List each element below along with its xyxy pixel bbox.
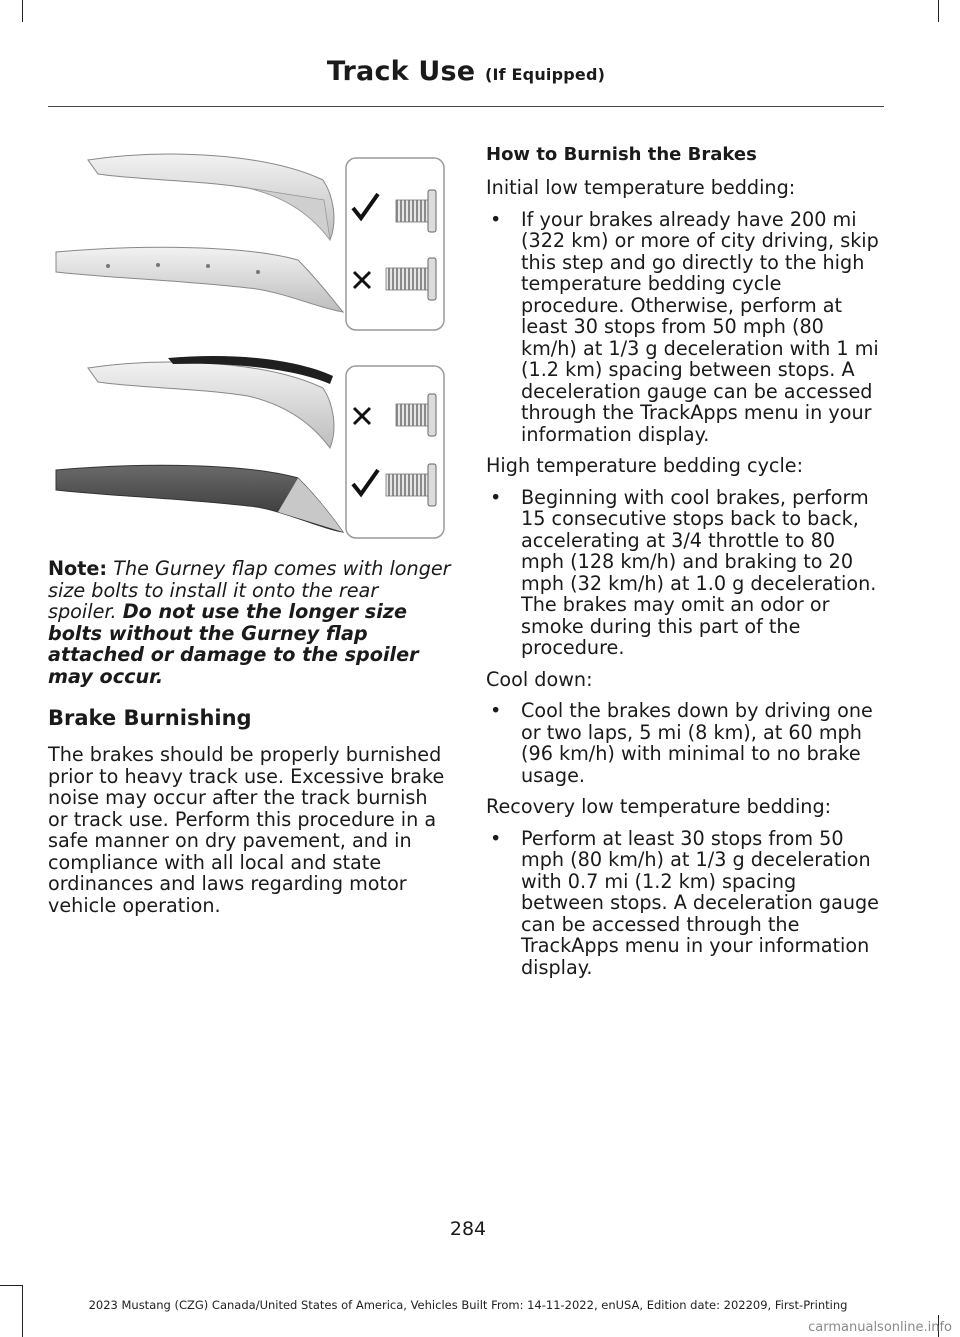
page-footer: 2023 Mustang (CZG) Canada/United States of America, Vehicles Built From: 14-11-2022, enUSA, Edition date: 202209, First-Printing bbox=[88, 1298, 848, 1312]
header-title: Track Use bbox=[326, 56, 476, 87]
bullet-mark: • bbox=[490, 207, 502, 231]
step-bullet-text: Cool the brakes down by driving one or two laps, 5 mi (8 km), at 60 mph (96 km/h) with minimal to no brake usage. bbox=[521, 699, 873, 787]
step-bullet bbox=[486, 700, 882, 786]
bullet-mark: • bbox=[490, 485, 502, 509]
header-subtitle: (If Equipped) bbox=[484, 65, 606, 84]
note-warning-text: Do not use the longer size bolts without the Gurney flap attached or damage to the spoiler may occur. bbox=[48, 600, 419, 688]
spoiler-bottom bbox=[88, 362, 334, 448]
step-bullet bbox=[486, 487, 882, 659]
step-label: High temperature bedding cycle: bbox=[486, 454, 804, 477]
left-column bbox=[48, 558, 452, 916]
page-header bbox=[48, 56, 884, 87]
note-label: Note: bbox=[48, 557, 108, 580]
crop-mark-top-left-v bbox=[22, 0, 23, 22]
watermark: carmanualsonline.info bbox=[808, 1320, 952, 1335]
step-label: Cool down: bbox=[486, 667, 593, 691]
bullet-mark: • bbox=[490, 826, 502, 850]
crop-mark-bottom-left-h bbox=[0, 1285, 22, 1286]
crop-mark-top-right-v bbox=[938, 0, 939, 22]
spoiler-bolt-illustration bbox=[48, 140, 452, 548]
right-column bbox=[486, 144, 882, 988]
spoiler-illustration-svg bbox=[48, 140, 452, 548]
step-label: Recovery low temperature bedding: bbox=[486, 795, 832, 818]
bullet-mark: • bbox=[490, 699, 502, 722]
header-rule bbox=[48, 106, 884, 107]
step-bullet bbox=[486, 828, 882, 979]
diffuser-top bbox=[56, 247, 343, 312]
note-italic-text: The Gurney flap comes with longer size bolts to install it onto the rear spoiler. bbox=[48, 557, 451, 623]
step-label: Initial low temperature bedding: bbox=[486, 176, 796, 199]
step-bullet bbox=[486, 209, 882, 446]
note-paragraph bbox=[48, 558, 452, 687]
section-heading-how-to-burnish: How to Burnish the Brakes bbox=[486, 144, 757, 165]
step-bullet-text: Beginning with cool brakes, perform 15 consecutive stops back to back, accelerating at 3/4 throttle to 80 mph (128 km/h) and braking to 20 mph (32 km/h) at 1.0 g deceleration. The brakes may omit an odor or smoke during this part of the procedure. bbox=[521, 485, 877, 659]
section-heading-brake-burnishing: Brake Burnishing bbox=[48, 706, 252, 730]
step-bullet-text: Perform at least 30 stops from 50 mph (80 km/h) at 1/3 g deceleration with 0.7 mi (1.2 km) spacing between stops. A deceleration gauge can be accessed through the TrackApps menu in your information display. bbox=[521, 826, 879, 979]
step-bullet-text: If your brakes already have 200 mi (322 km) or more of city driving, skip this step and go directly to the high temperature bedding cycle procedure. Otherwise, perform at least 30 stops from 50 mph (80 km/h) at 1/3 g deceleration with 1 mi (1.2 km) spacing between stops. A deceleration gauge can be accessed through the TrackApps menu in your information display. bbox=[521, 207, 879, 446]
burnishing-body: The brakes should be properly burnished prior to heavy track use. Excessive brake noise may occur after the track burnish or track use. Perform this procedure in a safe manner on dry pavement, and in compliance with all local and state ordinances and laws regarding motor vehicle operation. bbox=[48, 743, 445, 917]
page-number: 284 bbox=[449, 1218, 487, 1240]
